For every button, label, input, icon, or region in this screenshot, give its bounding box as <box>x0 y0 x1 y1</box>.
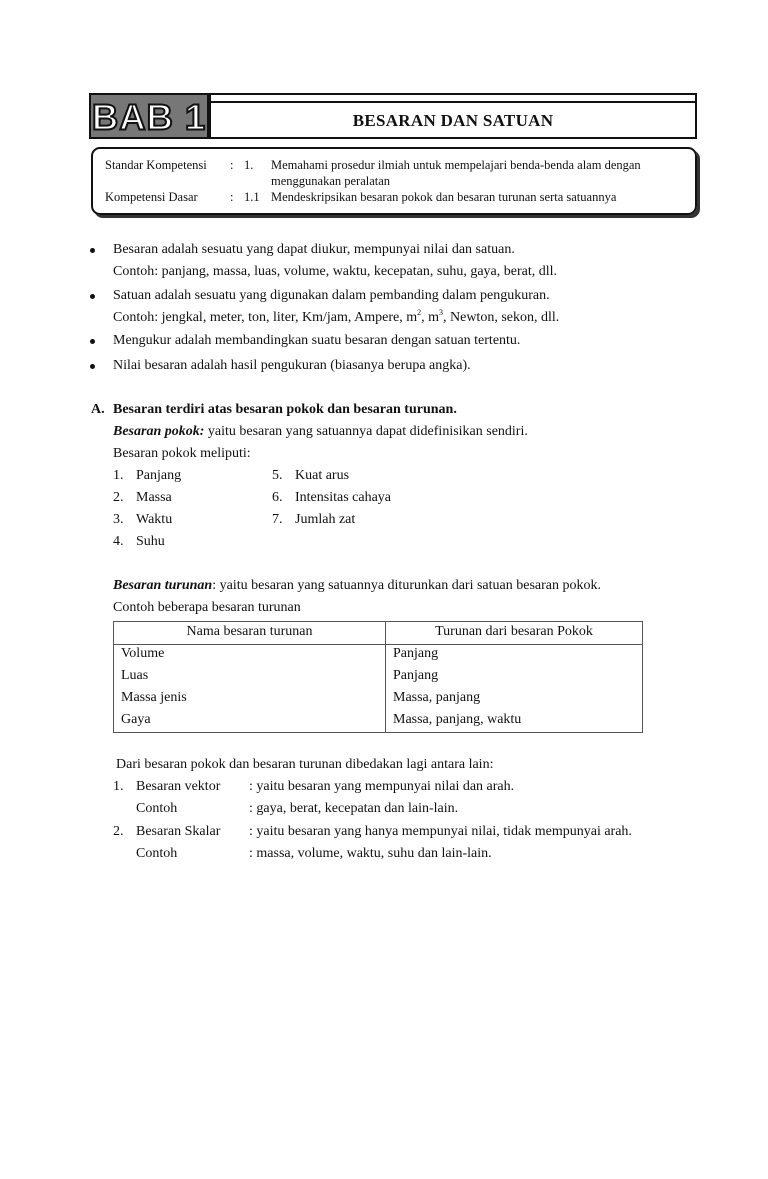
table-cell: Panjang <box>393 646 439 661</box>
bab-label: BAB 1 <box>91 96 207 137</box>
besaran-turunan-intro: Contoh beberapa besaran turunan <box>113 600 301 615</box>
list-item: Intensitas cahaya <box>295 490 392 505</box>
bullet-besaran-contoh: Contoh: panjang, massa, luas, volume, waktu, kecepatan, suhu, gaya, berat, dll. <box>113 264 558 279</box>
table-cell: Volume <box>121 646 165 661</box>
vektor-contoh-label: Contoh <box>136 801 178 816</box>
besaran-turunan-definition <box>113 578 601 594</box>
bullet-satuan-contoh <box>113 310 559 326</box>
list-item-number: 7. <box>272 512 283 527</box>
table-cell: Massa, panjang <box>393 690 481 705</box>
list-item-number: 5. <box>272 468 283 483</box>
vektor-contoh: : gaya, berat, kecepatan dan lain-lain. <box>249 801 459 816</box>
list-item-number: 1. <box>113 779 124 794</box>
table-cell: Panjang <box>393 668 439 683</box>
table-cell: Gaya <box>121 712 151 727</box>
bab-label-graphic <box>91 95 207 137</box>
besaran-turunan-table <box>113 621 643 733</box>
bullet-dot <box>90 294 95 299</box>
sk-text-cont: menggunakan peralatan <box>271 174 391 188</box>
vektor-term: Besaran vektor <box>136 779 221 794</box>
bullet-nilai-besaran: Nilai besaran adalah hasil pengukuran (biasanya berupa angka). <box>113 358 471 373</box>
sk-text: Memahami prosedur ilmiah untuk mempelajari benda-benda alam dengan <box>271 158 641 172</box>
list-item: Kuat arus <box>295 468 350 483</box>
table-header-divider <box>114 644 642 645</box>
list-item: Jumlah zat <box>295 512 356 527</box>
besaran-pokok-intro: Besaran pokok meliputi: <box>113 446 251 461</box>
bullet-satuan: Satuan adalah sesuatu yang digunakan dalam pembanding dalam pengukuran. <box>113 288 550 303</box>
kd-colon: : <box>230 190 234 204</box>
besaran-pokok-def: yaitu besaran yang satuannya dapat didefinisikan sendiri. <box>204 424 528 439</box>
list-item: Panjang <box>136 468 182 483</box>
list-item-number: 1. <box>113 468 124 483</box>
contoh-part-c: , Newton, sekon, dll. <box>443 310 560 325</box>
table-cell: Massa, panjang, waktu <box>393 712 522 727</box>
list-item: Suhu <box>136 534 165 549</box>
vektor-skalar-intro: Dari besaran pokok dan besaran turunan dibedakan lagi antara lain: <box>116 757 494 772</box>
besaran-pokok-definition <box>113 424 528 440</box>
vektor-definition: : yaitu besaran yang mempunyai nilai dan arah. <box>249 779 515 794</box>
kd-label: Kompetensi Dasar <box>105 190 198 204</box>
chapter-title: BESARAN DAN SATUAN <box>352 111 554 130</box>
list-item-number: 3. <box>113 512 124 527</box>
contoh-part-b: , m <box>421 310 439 325</box>
besaran-pokok-term: Besaran pokok: <box>113 424 205 439</box>
skalar-term: Besaran Skalar <box>136 824 221 839</box>
chapter-title-box <box>209 93 697 139</box>
superscript-3: 3 <box>439 308 443 317</box>
list-item: Waktu <box>136 512 173 527</box>
section-a-label: A. <box>91 402 105 417</box>
list-item: Massa <box>136 490 172 505</box>
bullet-dot <box>90 364 95 369</box>
besaran-turunan-term: Besaran turunan <box>113 578 213 593</box>
table-cell: Massa jenis <box>121 690 187 705</box>
kompetensi-box <box>91 147 697 215</box>
sk-number: 1. <box>244 158 254 172</box>
list-item-number: 2. <box>113 490 124 505</box>
kd-number: 1.1 <box>244 190 260 204</box>
list-item-number: 4. <box>113 534 124 549</box>
table-header-turunan: Turunan dari besaran Pokok <box>435 624 593 639</box>
skalar-contoh-label: Contoh <box>136 846 178 861</box>
sk-colon: : <box>230 158 234 172</box>
table-header-nama: Nama besaran turunan <box>186 624 313 639</box>
table-cell: Luas <box>121 668 149 683</box>
section-a-heading: Besaran terdiri atas besaran pokok dan besaran turunan. <box>113 402 457 417</box>
bullet-dot <box>90 248 95 253</box>
skalar-contoh: : massa, volume, waktu, suhu dan lain-lain. <box>249 846 492 861</box>
bullet-besaran: Besaran adalah sesuatu yang dapat diukur, mempunyai nilai dan satuan. <box>113 242 515 257</box>
bullet-dot <box>90 339 95 344</box>
bullet-mengukur: Mengukur adalah membandingkan suatu besaran dengan satuan tertentu. <box>113 333 521 348</box>
contoh-part-a: Contoh: jengkal, meter, ton, liter, Km/jam, Ampere, m <box>113 310 418 325</box>
list-item-number: 2. <box>113 824 124 839</box>
skalar-definition: : yaitu besaran yang hanya mempunyai nilai, tidak mempunyai arah. <box>249 824 632 839</box>
title-divider <box>211 101 695 103</box>
bab-badge <box>89 93 209 139</box>
besaran-turunan-def: : yaitu besaran yang satuannya diturunkan dari satuan besaran pokok. <box>212 578 601 593</box>
list-item-number: 6. <box>272 490 283 505</box>
superscript-2: 2 <box>417 308 422 317</box>
sk-label: Standar Kompetensi <box>105 158 207 172</box>
kd-text: Mendeskripsikan besaran pokok dan besaran turunan serta satuannya <box>271 190 617 204</box>
